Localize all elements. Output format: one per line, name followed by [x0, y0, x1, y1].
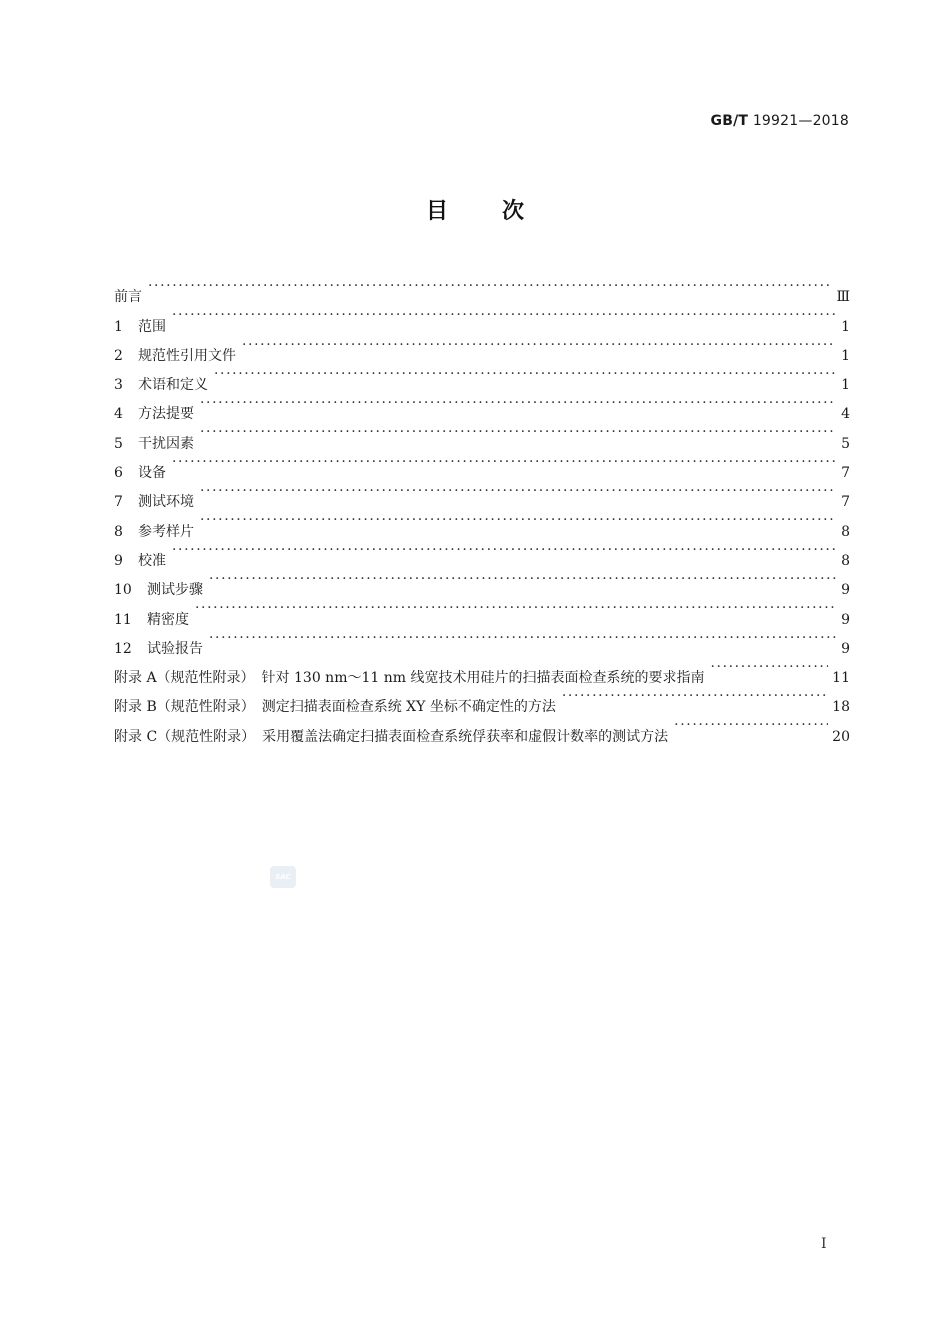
page-title: 目次: [425, 199, 578, 224]
toc-entry-page: 1: [841, 318, 850, 335]
toc-entry-11[interactable]: [114, 594, 850, 628]
toc-entry-label: 附录 A（规范性附录） 针对 130 nm～11 nm 线宽技术用硅片的扫描表面检查系统的要求指南: [114, 670, 705, 687]
toc-leader-dots: [200, 418, 836, 447]
toc-leader-dots: [148, 272, 832, 301]
toc-entry-page: 4: [841, 406, 850, 423]
toc-entry-page: Ⅲ: [836, 289, 850, 306]
toc-leader-dots: [200, 477, 836, 506]
toc-entry-number: 6: [114, 465, 123, 482]
toc-entry-number: 3: [114, 377, 123, 394]
toc-entry-10[interactable]: [114, 565, 850, 599]
toc-entry-4[interactable]: [114, 389, 850, 423]
toc-leader-dots: [562, 682, 828, 711]
toc-entry-page: 8: [841, 552, 850, 569]
standard-number: 19921—2018: [752, 113, 849, 129]
toc-entry-number: 4: [114, 406, 123, 423]
toc-entry-number: 7: [114, 494, 123, 511]
toc-entry-number: 1: [114, 318, 123, 335]
toc-entry-page: 11: [832, 670, 850, 687]
toc-entry-1[interactable]: [114, 301, 850, 335]
toc-entry-6[interactable]: [114, 448, 850, 482]
toc-entry-label: 前言: [114, 289, 142, 306]
toc-entry-3[interactable]: [114, 360, 850, 394]
toc-entry-label: 精密度: [147, 611, 189, 628]
toc-entry-label: 方法提要: [138, 406, 194, 423]
toc-entry-label: 参考样片: [138, 523, 194, 540]
toc-leader-dots: [710, 653, 828, 682]
toc-entry-page: 7: [841, 494, 850, 511]
toc-entry-label: 设备: [138, 465, 166, 482]
toc-entry-label: 范围: [138, 318, 166, 335]
standard-code: [711, 113, 849, 129]
toc-leader-dots: [674, 711, 828, 740]
toc-entry-page: 8: [841, 523, 850, 540]
toc-entry-number: 2: [114, 347, 123, 364]
toc-leader-dots: [209, 624, 836, 653]
toc-leader-dots: [214, 360, 836, 389]
toc-entry-number: 9: [114, 552, 123, 569]
toc-entry-page: 18: [832, 699, 850, 716]
toc-entry-number: 10: [114, 582, 132, 599]
toc-entry-number: 5: [114, 435, 123, 452]
toc-entry-page: 9: [841, 640, 850, 657]
toc-entry-page: 7: [841, 465, 850, 482]
toc-entry-8[interactable]: [114, 506, 850, 540]
sac-watermark-logo: SAC: [270, 866, 296, 888]
toc-leader-dots: [172, 536, 836, 565]
toc-entry-annex-a[interactable]: [114, 653, 850, 687]
toc-entry-number: 8: [114, 523, 123, 540]
toc-entry-label: 附录 B（规范性附录） 测定扫描表面检查系统 XY 坐标不确定性的方法: [114, 699, 556, 716]
toc-entry-label: 附录 C（规范性附录） 采用覆盖法确定扫描表面检查系统俘获率和虚假计数率的测试方法: [114, 728, 669, 745]
toc-entry-page: 9: [841, 582, 850, 599]
toc-leader-dots: [195, 594, 836, 623]
toc-entry-page: 1: [841, 377, 850, 394]
toc-entry-page: 1: [841, 347, 850, 364]
toc-entry-12[interactable]: [114, 624, 850, 657]
toc-leader-dots: [200, 389, 836, 418]
toc-entry-page: 9: [841, 611, 850, 628]
toc-entry-label: 校准: [138, 552, 166, 569]
toc-entry-label: 规范性引用文件: [138, 347, 236, 364]
toc-entry-label: 测试步骤: [147, 582, 203, 599]
toc-entry-number: 11: [114, 611, 132, 628]
toc-entry-label: 术语和定义: [138, 377, 208, 394]
toc-entry-5[interactable]: [114, 418, 850, 452]
toc-entry-label: 测试环境: [138, 494, 194, 511]
toc-leader-dots: [200, 506, 836, 535]
standard-prefix: GB/T: [710, 113, 749, 129]
toc-leader-dots: [172, 448, 836, 477]
toc-entry-2[interactable]: [114, 331, 850, 364]
toc-entry-foreword[interactable]: [114, 272, 850, 306]
page-number: I: [821, 1236, 827, 1252]
toc-entry-7[interactable]: [114, 477, 850, 511]
toc-entry-page: 5: [841, 435, 850, 452]
toc-entry-label: 试验报告: [147, 640, 203, 657]
toc-leader-dots: [242, 331, 836, 360]
toc-leader-dots: [172, 301, 836, 330]
toc-entry-9[interactable]: [114, 536, 850, 569]
toc-entry-number: 12: [114, 640, 132, 657]
table-of-contents: [114, 272, 850, 745]
toc-entry-label: 干扰因素: [138, 435, 194, 452]
toc-entry-page: 20: [832, 728, 850, 745]
toc-leader-dots: [209, 565, 836, 594]
